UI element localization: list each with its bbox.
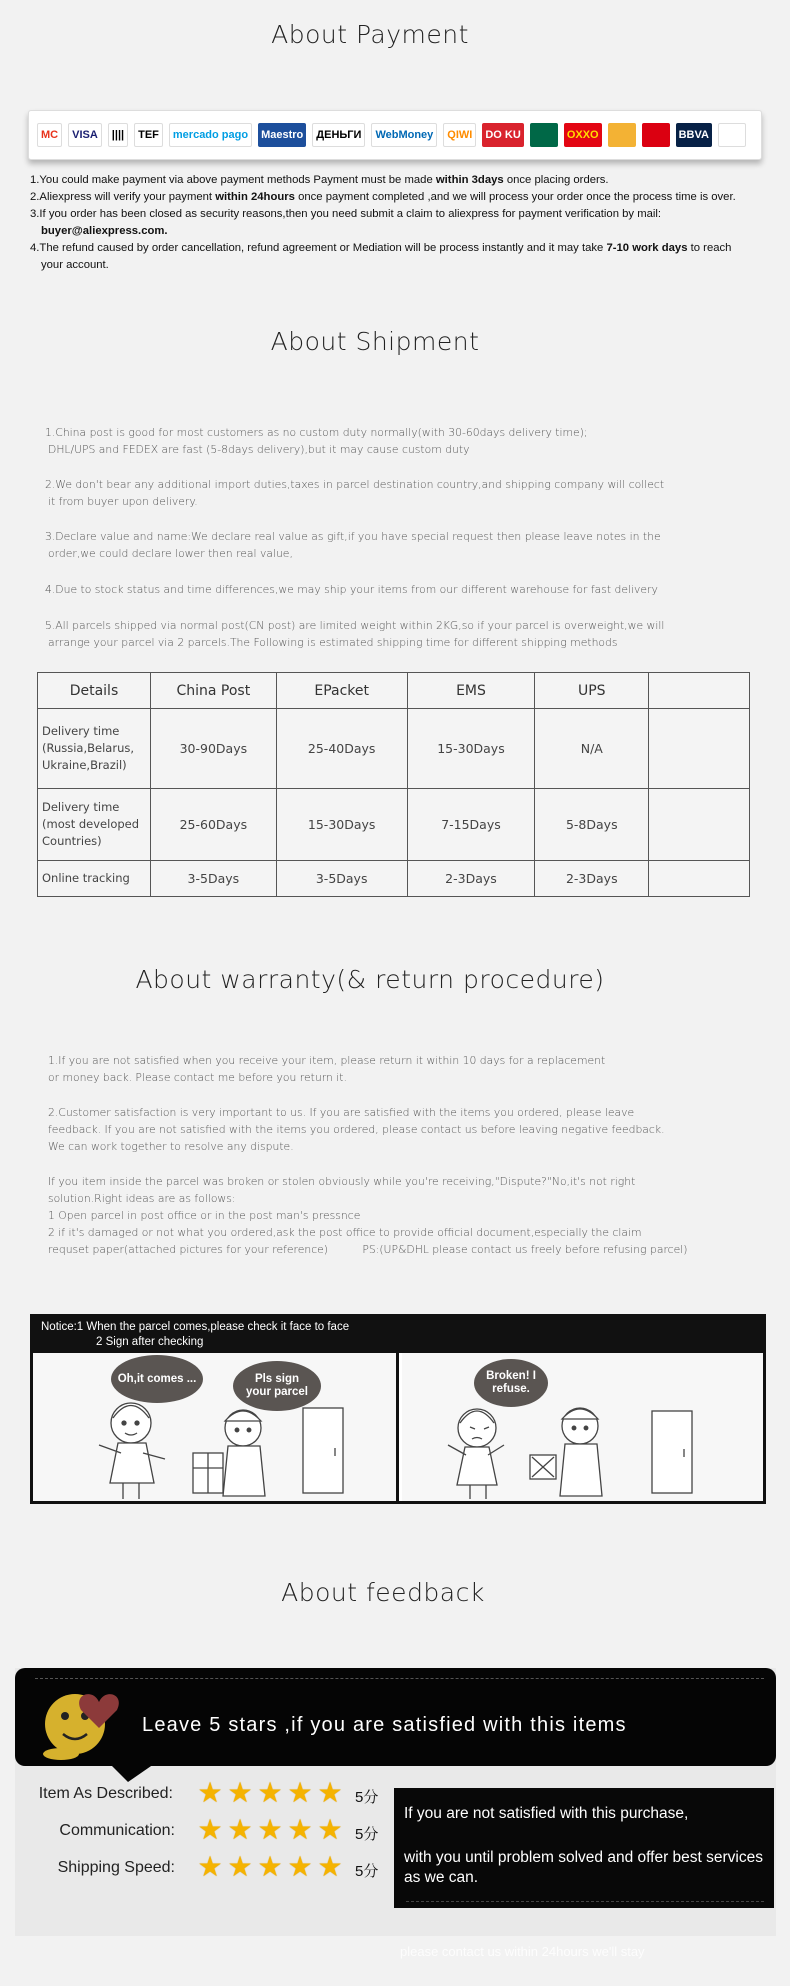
star-icon: ★ (287, 1777, 313, 1808)
box-dashed-line (406, 1901, 764, 1902)
contact-ghost-text: please contact us within 24hours we'll stay (400, 1944, 645, 1959)
table-header-row (38, 673, 750, 709)
speech-bubble-pls-sign: Pls sign your parcel (233, 1361, 321, 1411)
payment-title: About Payment (271, 20, 469, 49)
tef-logo: TEF (134, 123, 163, 147)
feedback-title: About feedback (281, 1578, 485, 1607)
table-cell: 3-5Days (150, 861, 276, 897)
star-icon: ★ (257, 1777, 283, 1808)
visa-logo: VISA (68, 123, 102, 147)
rating-stars (197, 1814, 343, 1845)
table-header-cell (649, 673, 750, 709)
shipping-time-table (37, 672, 750, 897)
payment-note-3: 3.If you order has been closed as security reasons,then you need submit a claim to aliexpress for payment verification by mail: buyer@aliexpress.com. (30, 208, 662, 237)
star-icon: ★ (227, 1814, 253, 1845)
star-icon: ★ (197, 1851, 223, 1882)
banner-dashed-line (35, 1678, 764, 1679)
star-icon: ★ (257, 1851, 283, 1882)
table-cell: 25-40Days (276, 709, 407, 789)
contact-box-line-1: If you are not satisfied with this purchase, (404, 1805, 689, 1822)
star-icon: ★ (257, 1814, 283, 1845)
notice-line-2: 2 Sign after checking (96, 1336, 204, 1348)
table-cell: 7-15Days (407, 789, 535, 861)
table-header-cell: EMS (407, 673, 535, 709)
table-cell: 25-60Days (150, 789, 276, 861)
rating-label: Shipping Speed: (57, 1859, 175, 1876)
payment-note-2: 2.Aliexpress will verify your payment within 24hours once payment completed ,and we will process your order once the process time is over. (30, 191, 736, 203)
shipment-note-3: 3.Declare value and name:We declare real value as gift,if you have special request then please leave notes in the order,we could declare lower then real value, (45, 530, 661, 560)
heart-emoji-icon (37, 1676, 137, 1764)
star-icon: ★ (227, 1777, 253, 1808)
rating-row (15, 1777, 385, 1808)
mercadopago-logo: mercado pago (169, 123, 252, 147)
table-cell: 5-8Days (535, 789, 649, 861)
parcel-check-notice (30, 1314, 766, 1504)
table-header-cell: China Post (150, 673, 276, 709)
qiwi-logo: QIWI (443, 123, 476, 147)
bank-logo (608, 123, 636, 147)
rating-score: 5分 (355, 1826, 379, 1843)
oxxo-logo: OXXO (564, 123, 602, 147)
table-cell: 2-3Days (407, 861, 535, 897)
cartoon-panel-accept (33, 1353, 399, 1501)
table-cell: 2-3Days (535, 861, 649, 897)
payment-notes (30, 172, 770, 274)
table-row-label: Delivery time (Russia,Belarus, Ukraine,Brazil) (38, 709, 151, 789)
star-icon: ★ (317, 1851, 343, 1882)
star-icon: ★ (197, 1777, 223, 1808)
maestro-logo: Maestro (258, 123, 306, 147)
table-row (38, 861, 750, 897)
cartoon-panel-refuse (402, 1353, 763, 1501)
hsbc-logo (642, 123, 670, 147)
rating-stars (197, 1851, 343, 1882)
cartoon-girl-refusing-parcel-illustration (432, 1393, 732, 1501)
star-icon: ★ (197, 1814, 223, 1845)
table-cell: 15-30Days (407, 709, 535, 789)
speech-bubble-broken: Broken! I refuse. (474, 1359, 548, 1407)
table-cell: 30-90Days (150, 709, 276, 789)
table-cell (649, 789, 750, 861)
rating-row (15, 1851, 385, 1882)
contact-box-line-2: with you until problem solved and offer best services as we can. (404, 1849, 763, 1886)
unsatisfied-contact-box (394, 1788, 774, 1908)
table-cell: N/A (535, 709, 649, 789)
yandex-money-logo: ДЕНЬГИ (312, 123, 365, 147)
santander-logo (718, 123, 746, 147)
star-icon: ★ (287, 1814, 313, 1845)
table-cell (649, 861, 750, 897)
table-header-cell: EPacket (276, 673, 407, 709)
feedback-banner (15, 1668, 776, 1766)
speech-bubble-oh-it-comes: Oh,it comes ... (111, 1355, 203, 1403)
table-header-cell: Details (38, 673, 151, 709)
webmoney-logo: WebMoney (371, 123, 437, 147)
mexico-flag-logo (530, 123, 558, 147)
notice-header (33, 1317, 763, 1353)
table-row-label: Online tracking (38, 861, 151, 897)
star-icon: ★ (317, 1777, 343, 1808)
rating-stars (197, 1777, 343, 1808)
boleto-logo: |||| (108, 123, 128, 147)
table-row-label: Delivery time (most developed Countries) (38, 789, 151, 861)
table-cell: 3-5Days (276, 861, 407, 897)
payment-note-4: 4.The refund caused by order cancellation, refund agreement or Mediation will be process instantly and it may take 7-10 work days to reach your account. (30, 242, 732, 271)
warranty-paragraph-3: If you item inside the parcel was broken or stolen obviously while you're receiving,"Dispute?"No,it's not right solution.Right ideas are as follows: 1 Open parcel in post office or in the post man's pressnce 2 if it's damaged or not what you ordered,ask the post office to provide official document,especially the claim requset paper(attached pictures for your reference) PS:(UP&DHL please contact us freely before refusing parcel) (48, 1175, 688, 1256)
table-cell: 15-30Days (276, 789, 407, 861)
table-row (38, 709, 750, 789)
shipment-note-5: 5.All parcels shipped via normal post(CN post) are limited weight within 2KG,so if your parcel is overweight,we will arrange your parcel via 2 parcels.The Following is estimated shipping time for different shipping methods (45, 619, 665, 649)
rating-label: Item As Described: (38, 1785, 173, 1802)
rating-row (15, 1814, 385, 1845)
warranty-notes (48, 1052, 748, 1276)
table-header-cell: UPS (535, 673, 649, 709)
mastercard-logo: MC (37, 123, 62, 147)
rating-score: 5分 (355, 1863, 379, 1880)
star-icon: ★ (287, 1851, 313, 1882)
payment-note-1: 1.You could make payment via above payment methods Payment must be made within 3days once placing orders. (30, 174, 609, 186)
bbva-logo: BBVA (676, 123, 712, 147)
leave-5-stars-message: Leave 5 stars ,if you are satisfied with this items (142, 1714, 627, 1736)
shipment-note-1: 1.China post is good for most customers as no custom duty normally(with 30-60days delivery time); DHL/UPS and FEDEX are fast (5-8days delivery),but it may cause custom duty (45, 426, 588, 456)
payment-methods-strip (28, 110, 762, 160)
star-icon: ★ (317, 1814, 343, 1845)
rating-score: 5分 (355, 1789, 379, 1806)
feedback-panel (15, 1668, 776, 1936)
warranty-title: About warranty(& return procedure) (135, 965, 605, 994)
shipment-notes (45, 424, 685, 669)
aliexpress-email-link[interactable]: buyer@aliexpress.com (41, 225, 165, 237)
warranty-paragraph-1: 1.If you are not satisfied when you receive your item, please return it within 10 days for a replacement or money back. Please contact me before you return it. (48, 1054, 606, 1084)
table-cell (649, 709, 750, 789)
shipment-note-2: 2.We don't bear any additional import duties,taxes in parcel destination country,and shipping company will collect it from buyer upon delivery. (45, 478, 665, 508)
cartoon-girl-receiving-parcel-illustration (73, 1393, 373, 1501)
star-icon: ★ (227, 1851, 253, 1882)
doku-logo: DO KU (482, 123, 523, 147)
table-row (38, 789, 750, 861)
rating-label: Communication: (59, 1822, 175, 1839)
shipment-note-4: 4.Due to stock status and time differences,we may ship your items from our different warehouse for fast delivery (45, 583, 658, 596)
notice-line-1: Notice:1 When the parcel comes,please check it face to face (41, 1321, 350, 1333)
shipment-title: About Shipment (270, 327, 480, 356)
warranty-paragraph-2: 2.Customer satisfaction is very important to us. If you are satisfied with the items you ordered, please leave feedback. If you are not satisfied with the items you ordered, please contact us before leaving negative feedback. We can work together to resolve any dispute. (48, 1106, 665, 1153)
